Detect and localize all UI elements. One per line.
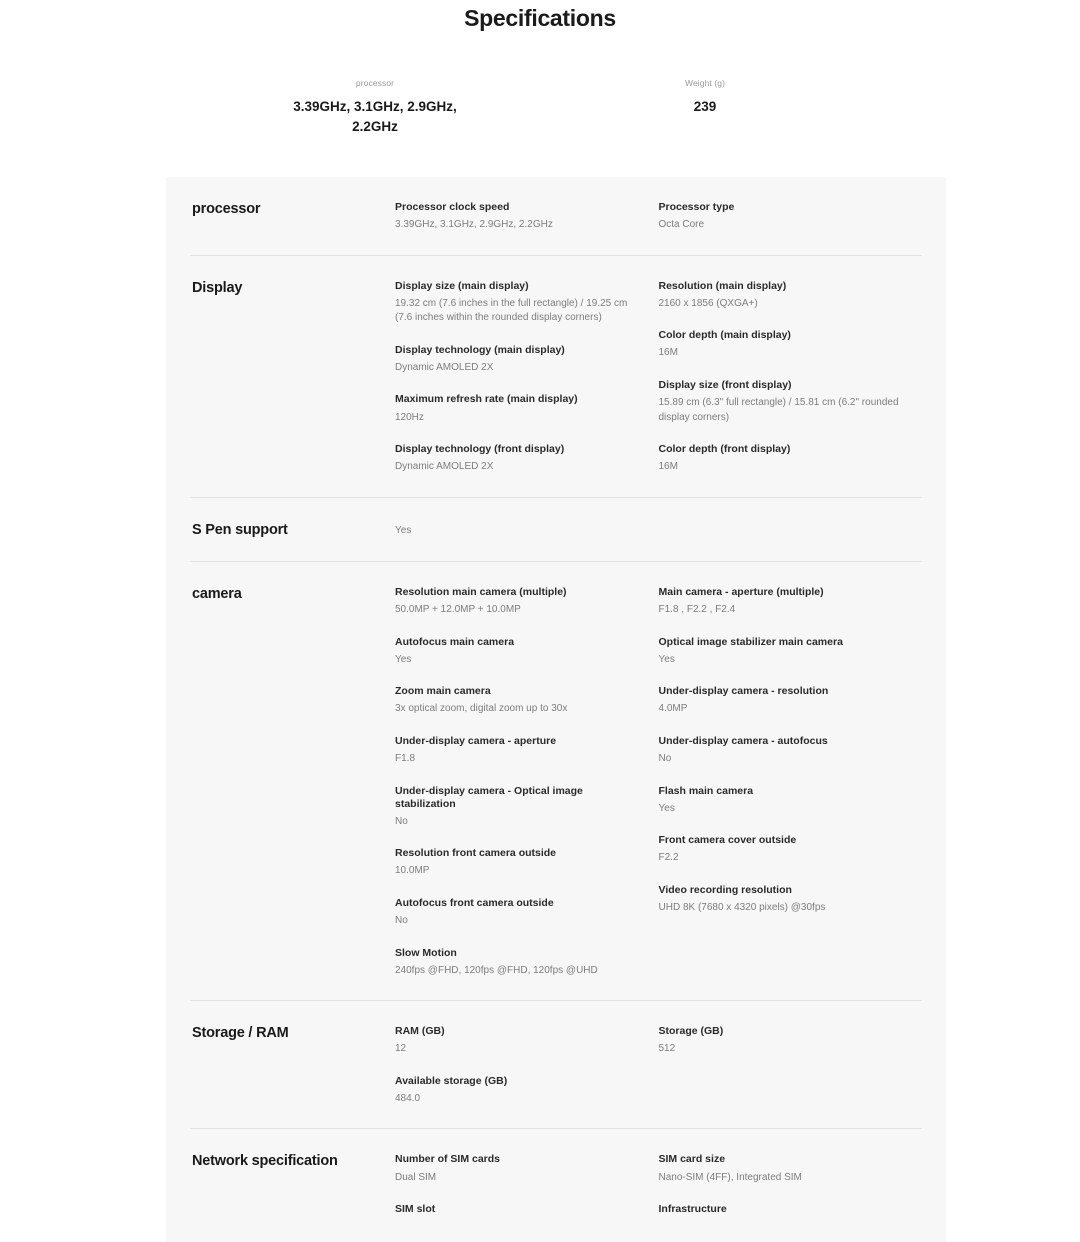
spec-value: No bbox=[658, 753, 672, 765]
spec-item bbox=[659, 379, 905, 425]
spec-item bbox=[395, 393, 641, 425]
spec-value: F1.8 bbox=[395, 753, 416, 765]
highlight-summary bbox=[0, 78, 1080, 136]
spec-value: 15.89 cm (6.3" full rectangle) / 15.81 cm (6.2" rounded display corners) bbox=[658, 397, 899, 423]
spec-item bbox=[395, 947, 641, 979]
spec-section-storage-ram bbox=[190, 1001, 922, 1129]
spec-label: Resolution main camera (multiple) bbox=[395, 586, 567, 599]
spec-value: Yes bbox=[658, 653, 675, 665]
spec-label: Display technology (main display) bbox=[395, 343, 565, 356]
spec-value: 120Hz bbox=[395, 411, 424, 423]
spec-label: Autofocus main camera bbox=[395, 635, 515, 648]
spec-item bbox=[659, 636, 905, 668]
spec-value: No bbox=[395, 915, 408, 927]
spec-item bbox=[395, 735, 641, 767]
spec-item bbox=[395, 847, 641, 879]
spec-column-right bbox=[659, 1153, 923, 1220]
spec-section-processor bbox=[190, 177, 922, 256]
spec-value: F1.8 , F2.2 , F2.4 bbox=[658, 604, 736, 616]
spec-label: Display size (main display) bbox=[395, 279, 529, 292]
spec-column-right bbox=[659, 1025, 923, 1106]
section-title: Display bbox=[192, 279, 243, 296]
spec-item bbox=[659, 443, 905, 475]
spec-value: 240fps @FHD, 120fps @FHD, 120fps @UHD bbox=[395, 964, 598, 976]
spec-item bbox=[395, 344, 641, 376]
spec-label: Color depth (front display) bbox=[658, 443, 791, 455]
spec-label: Available storage (GB) bbox=[395, 1074, 508, 1087]
spec-value: UHD 8K (7680 x 4320 pixels) @30fps bbox=[658, 901, 826, 913]
spec-label: RAM (GB) bbox=[395, 1025, 445, 1038]
spec-column-left bbox=[395, 586, 659, 978]
spec-label: SIM slot bbox=[395, 1203, 436, 1216]
highlight-processor bbox=[210, 78, 540, 136]
spec-item bbox=[659, 685, 905, 717]
highlight-processor-label: processor bbox=[355, 78, 395, 88]
spec-label: Front camera cover outside bbox=[658, 834, 797, 847]
spec-label: Optical image stabilizer main camera bbox=[658, 635, 843, 648]
spec-item bbox=[395, 1075, 641, 1107]
spec-value: Yes bbox=[395, 653, 412, 665]
spec-label: Maximum refresh rate (main display) bbox=[395, 393, 578, 406]
spec-section-display bbox=[190, 256, 922, 498]
spec-value: 19.32 cm (7.6 inches in the full rectangle) / 19.25 cm (7.6 inches within the rounded display corners) bbox=[395, 297, 628, 324]
spec-value: 484.0 bbox=[395, 1092, 421, 1104]
spec-value: 50.0MP + 12.0MP + 10.0MP bbox=[395, 604, 521, 616]
spec-item bbox=[395, 785, 641, 830]
spec-value: Yes bbox=[658, 802, 675, 814]
spec-value: Nano-SIM (4FF), Integrated SIM bbox=[658, 1171, 802, 1183]
spec-column-right bbox=[659, 280, 923, 475]
spec-column-right bbox=[659, 201, 923, 233]
highlight-weight bbox=[540, 78, 870, 136]
spec-item bbox=[659, 834, 905, 866]
section-title: processor bbox=[192, 201, 261, 217]
spec-value: 4.0MP bbox=[658, 703, 688, 715]
spec-label: Zoom main camera bbox=[395, 685, 491, 698]
spec-value: 512 bbox=[658, 1043, 676, 1055]
spec-column-right bbox=[659, 586, 923, 978]
spec-value: 12 bbox=[395, 1043, 407, 1055]
highlight-processor-value: 3.39GHz, 3.1GHz, 2.9GHz, 2.2GHz bbox=[293, 99, 457, 134]
spec-column-left bbox=[395, 201, 659, 233]
spec-section-network-specification bbox=[190, 1129, 922, 1242]
section-title: Storage / RAM bbox=[192, 1025, 289, 1042]
spec-label: Under-display camera - aperture bbox=[395, 734, 557, 747]
spec-label: Resolution front camera outside bbox=[395, 847, 557, 860]
spec-label: Infrastructure bbox=[658, 1203, 727, 1216]
spec-item bbox=[395, 685, 641, 717]
spec-item bbox=[659, 1153, 905, 1185]
spec-item bbox=[395, 280, 641, 326]
spec-label: Flash main camera bbox=[658, 784, 754, 797]
spec-item bbox=[659, 1203, 905, 1216]
spec-item bbox=[659, 1025, 905, 1057]
spec-item bbox=[659, 280, 905, 312]
spec-value: Octa Core bbox=[658, 219, 705, 231]
spec-label: Main camera - aperture (multiple) bbox=[658, 586, 824, 599]
spec-value: Yes bbox=[395, 524, 412, 536]
spec-label: Autofocus front camera outside bbox=[395, 896, 554, 909]
spec-value: 3x optical zoom, digital zoom up to 30x bbox=[395, 703, 568, 715]
spec-item bbox=[395, 586, 641, 618]
spec-label: Under-display camera - resolution bbox=[658, 685, 829, 698]
spec-label: Number of SIM cards bbox=[395, 1153, 501, 1166]
spec-column-left bbox=[395, 1025, 659, 1106]
spec-item bbox=[395, 1025, 641, 1057]
specifications-table bbox=[166, 177, 946, 1242]
spec-label: Display technology (front display) bbox=[395, 443, 565, 455]
spec-label: Slow Motion bbox=[395, 946, 457, 959]
spec-label: Color depth (main display) bbox=[658, 329, 791, 342]
spec-item bbox=[659, 586, 905, 618]
spec-item bbox=[659, 884, 905, 916]
spec-value: F2.2 bbox=[658, 852, 679, 864]
spec-value: Dynamic AMOLED 2X bbox=[395, 461, 494, 473]
spec-item bbox=[659, 735, 905, 767]
spec-section-camera bbox=[190, 562, 922, 1001]
spec-value: Dual SIM bbox=[395, 1171, 437, 1183]
spec-value: 3.39GHz, 3.1GHz, 2.9GHz, 2.2GHz bbox=[395, 219, 553, 231]
spec-value: 10.0MP bbox=[395, 865, 430, 877]
spec-column-left bbox=[395, 1153, 659, 1220]
spec-item bbox=[395, 1153, 641, 1185]
spec-column-left bbox=[395, 522, 922, 539]
section-title: S Pen support bbox=[192, 521, 288, 538]
spec-value: No bbox=[395, 815, 408, 827]
spec-item bbox=[395, 636, 641, 668]
highlight-weight-value: 239 bbox=[693, 99, 717, 114]
spec-label: Video recording resolution bbox=[658, 883, 792, 896]
spec-label: Resolution (main display) bbox=[658, 279, 787, 292]
spec-column-left bbox=[395, 280, 659, 475]
spec-value: Dynamic AMOLED 2X bbox=[395, 361, 494, 373]
spec-label: Under-display camera - autofocus bbox=[658, 734, 828, 747]
spec-item bbox=[395, 524, 904, 539]
spec-label: Under-display camera - Optical image stabilization bbox=[395, 784, 583, 810]
spec-label: Processor type bbox=[658, 201, 735, 213]
spec-label: Processor clock speed bbox=[395, 201, 510, 213]
spec-item bbox=[395, 897, 641, 929]
spec-item bbox=[659, 329, 905, 361]
spec-item bbox=[395, 1203, 641, 1216]
section-title: camera bbox=[192, 586, 242, 603]
spec-item bbox=[659, 785, 905, 817]
spec-section-s-pen-support bbox=[190, 498, 922, 562]
spec-value: 2160 x 1856 (QXGA+) bbox=[658, 297, 758, 309]
page-title: Specifications bbox=[464, 5, 616, 31]
spec-label: SIM card size bbox=[658, 1153, 726, 1166]
spec-label: Display size (front display) bbox=[658, 378, 792, 391]
section-title: Network specification bbox=[192, 1153, 338, 1170]
spec-item bbox=[395, 443, 641, 475]
spec-item bbox=[659, 201, 905, 233]
spec-item bbox=[395, 201, 641, 233]
spec-value: 16M bbox=[658, 347, 678, 359]
spec-value: 16M bbox=[658, 461, 678, 473]
highlight-weight-label: Weight (g) bbox=[684, 78, 726, 88]
spec-label: Storage (GB) bbox=[658, 1025, 724, 1038]
